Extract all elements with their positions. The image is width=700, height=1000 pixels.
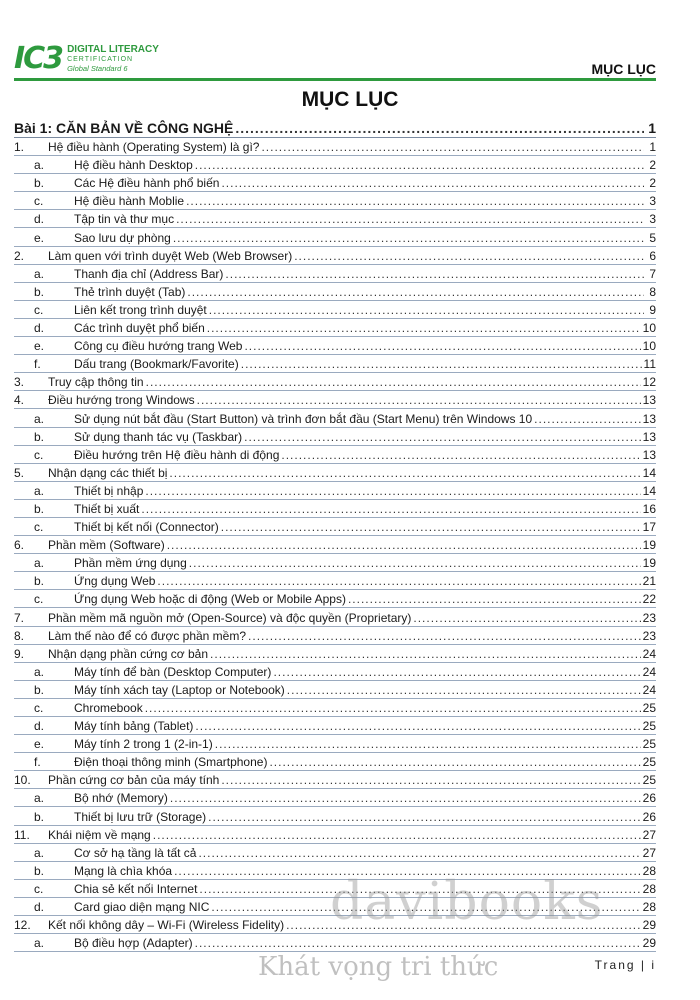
toc-page-number: 13 — [642, 393, 656, 408]
toc-leader-dots — [287, 683, 641, 698]
toc-number: f. — [34, 755, 41, 770]
toc-leader-dots — [157, 574, 640, 589]
toc-leader-dots — [145, 484, 640, 499]
toc-number: d. — [34, 321, 45, 336]
toc-title: Bài 1: CĂN BẢN VỀ CÔNG NGHỆ — [14, 120, 234, 136]
toc-leader-dots — [210, 647, 641, 662]
toc-leader-dots — [244, 430, 641, 445]
toc-title: Sử dụng nút bắt đầu (Start Button) và trình đơn bắt đầu (Start Menu) trên Windows 10 — [74, 411, 533, 426]
toc-row-section[interactable] — [14, 391, 656, 409]
toc-leader-dots — [244, 339, 640, 354]
toc-leader-dots — [176, 212, 644, 227]
toc-number: e. — [34, 737, 45, 752]
toc-title: Nhận dạng phần cứng cơ bản — [48, 646, 209, 661]
toc-number: b. — [34, 501, 45, 516]
toc-row-chapter[interactable] — [14, 117, 656, 138]
toc-title: Điều hướng trên Hệ điều hành di động — [74, 447, 280, 462]
toc-leader-dots — [195, 158, 644, 173]
toc-leader-dots — [207, 321, 641, 336]
toc-title: Ứng dụng Web — [74, 574, 156, 589]
toc-title: Máy tính để bàn (Desktop Computer) — [74, 664, 272, 679]
logo-text — [67, 45, 159, 73]
toc-page-number: 9 — [649, 302, 656, 317]
toc-row-sub[interactable] — [14, 337, 656, 355]
toc-row-sub[interactable] — [14, 554, 656, 572]
toc-row-section[interactable] — [14, 826, 656, 844]
toc-page-number: 12 — [642, 375, 656, 390]
toc-row-section[interactable] — [14, 608, 656, 626]
toc-row-sub[interactable] — [14, 156, 656, 174]
toc-number: c. — [34, 302, 44, 317]
toc-title: Thiết bị nhập — [74, 483, 144, 498]
toc-number: 11. — [14, 827, 30, 842]
toc-page-number: 29 — [642, 936, 656, 951]
toc-leader-dots — [198, 846, 640, 861]
toc-page-number: 25 — [642, 755, 656, 770]
toc-number: d. — [34, 212, 45, 227]
table-of-contents — [14, 117, 656, 952]
toc-row-sub[interactable] — [14, 735, 656, 753]
toc-row-sub[interactable] — [14, 663, 656, 681]
toc-number: c. — [34, 592, 44, 607]
page-number-footer: Trang | i — [594, 958, 656, 972]
toc-row-sub[interactable] — [14, 210, 656, 228]
toc-page-number: 25 — [642, 773, 656, 788]
toc-row-sub[interactable] — [14, 174, 656, 192]
toc-number: 12. — [14, 918, 31, 933]
toc-title: Máy tính xách tay (Laptop or Notebook) — [74, 682, 285, 697]
toc-number: 4. — [14, 393, 25, 408]
toc-leader-dots — [189, 556, 641, 571]
toc-number: b. — [34, 682, 45, 697]
toc-title: Các Hệ điều hành phổ biến — [74, 176, 220, 191]
toc-number: a. — [34, 411, 45, 426]
toc-title: Bộ nhớ (Memory) — [74, 791, 168, 806]
toc-number: d. — [34, 719, 45, 734]
toc-number: 2. — [14, 248, 25, 263]
toc-row-sub[interactable] — [14, 789, 656, 807]
toc-row-sub[interactable] — [14, 807, 656, 825]
toc-number: 3. — [14, 375, 25, 390]
toc-row-sub[interactable] — [14, 572, 656, 590]
toc-page-number: 10 — [642, 339, 656, 354]
toc-row-sub[interactable] — [14, 428, 656, 446]
toc-number: a. — [34, 936, 45, 951]
toc-title: Thiết bị xuất — [74, 501, 140, 516]
header-section-title: MỤC LỤC — [591, 61, 656, 77]
toc-number: a. — [34, 158, 45, 173]
toc-leader-dots — [169, 466, 640, 481]
toc-page-number: 11 — [643, 357, 656, 372]
toc-leader-dots — [248, 629, 641, 644]
toc-row-sub[interactable] — [14, 228, 656, 246]
toc-number: c. — [34, 447, 44, 462]
toc-leader-dots — [261, 140, 644, 155]
toc-leader-dots — [273, 665, 640, 680]
header-divider — [14, 78, 656, 81]
toc-page-number: 8 — [649, 284, 656, 299]
toc-number: d. — [34, 900, 45, 915]
toc-row-sub[interactable] — [14, 590, 656, 608]
toc-leader-dots — [197, 393, 641, 408]
logo-line-3: Global Standard 6 — [67, 64, 128, 73]
toc-row-section[interactable] — [14, 627, 656, 645]
toc-page-number: 28 — [642, 881, 656, 896]
toc-leader-dots — [146, 375, 641, 390]
toc-leader-dots — [221, 176, 644, 191]
toc-number: a. — [34, 266, 45, 281]
toc-row-section[interactable] — [14, 771, 656, 789]
toc-page-number: 10 — [642, 321, 656, 336]
toc-page-number: 21 — [642, 574, 656, 589]
toc-row-sub[interactable] — [14, 301, 656, 319]
toc-number: c. — [34, 520, 44, 535]
toc-title: Cơ sở hạ tầng là tất cả — [74, 845, 197, 860]
toc-title: Phần cứng cơ bản của máy tính — [48, 773, 220, 788]
toc-row-sub[interactable] — [14, 283, 656, 301]
toc-page-number: 26 — [642, 791, 656, 806]
watermark: davibooks — [330, 872, 604, 932]
toc-page-number: 16 — [642, 501, 656, 516]
toc-title: Nhận dạng các thiết bị — [48, 465, 168, 480]
toc-number: b. — [34, 574, 45, 589]
toc-title: Sao lưu dự phòng — [74, 230, 171, 245]
toc-page-number: 28 — [642, 863, 656, 878]
toc-leader-dots — [269, 755, 640, 770]
toc-leader-dots — [221, 773, 640, 788]
toc-leader-dots — [195, 936, 641, 951]
toc-number: 6. — [14, 538, 25, 553]
logo-line-2: CERTIFICATION — [67, 56, 134, 63]
toc-page-number: 25 — [642, 737, 656, 752]
toc-number: c. — [34, 701, 44, 715]
toc-row-sub[interactable] — [14, 699, 656, 717]
toc-page-number: 24 — [642, 664, 656, 679]
toc-row-sub[interactable] — [14, 500, 656, 518]
toc-page-number: 27 — [642, 827, 656, 842]
toc-leader-dots — [534, 412, 640, 427]
toc-number: b. — [34, 176, 45, 191]
toc-number: e. — [34, 230, 45, 245]
toc-page-number: 29 — [642, 918, 656, 933]
toc-number: b. — [34, 809, 45, 824]
toc-page-number: 17 — [642, 520, 656, 535]
toc-number: c. — [34, 194, 44, 209]
toc-number: b. — [34, 429, 45, 444]
toc-page-number: 13 — [642, 429, 656, 444]
toc-title: Dấu trang (Bookmark/Favorite) — [74, 357, 239, 372]
toc-row-sub[interactable] — [14, 409, 656, 427]
toc-number: f. — [34, 357, 41, 372]
toc-number: 7. — [14, 610, 25, 625]
toc-title: Máy tính bảng (Tablet) — [74, 719, 194, 734]
toc-row-section[interactable] — [14, 464, 656, 482]
toc-leader-dots — [187, 285, 644, 300]
toc-leader-dots — [348, 592, 641, 607]
toc-leader-dots — [225, 267, 644, 282]
toc-page-number: 25 — [642, 701, 656, 715]
toc-page-number: 19 — [642, 538, 656, 553]
toc-title: Làm quen với trình duyệt Web (Web Browser) — [48, 248, 293, 263]
toc-number: 8. — [14, 628, 25, 643]
toc-row-sub[interactable] — [14, 518, 656, 536]
toc-title: Các trình duyệt phổ biến — [74, 321, 205, 336]
toc-page-number: 19 — [642, 556, 656, 571]
toc-row-section[interactable] — [14, 373, 656, 391]
toc-title: Chromebook — [74, 701, 143, 715]
toc-title: Công cụ điều hướng trang Web — [74, 339, 243, 354]
toc-row-section[interactable] — [14, 138, 656, 156]
toc-number: a. — [34, 483, 45, 498]
toc-row-sub[interactable] — [14, 446, 656, 464]
toc-leader-dots — [235, 120, 644, 137]
toc-number: a. — [34, 664, 45, 679]
toc-number: e. — [34, 339, 45, 354]
logo-line-1: DIGITAL LITERACY — [67, 44, 159, 55]
toc-page-number: 25 — [642, 719, 656, 734]
toc-title: Khái niệm về mạng — [48, 827, 151, 842]
toc-page-number: 22 — [642, 592, 656, 607]
toc-title: Hệ điều hành Desktop — [74, 158, 193, 173]
toc-page-number: 5 — [649, 230, 656, 245]
ic3-logo — [14, 41, 159, 76]
toc-title: Mạng là chìa khóa — [74, 863, 173, 878]
toc-title: Kết nối không dây – Wi-Fi (Wireless Fidelity) — [48, 918, 285, 933]
toc-row-sub[interactable] — [14, 482, 656, 500]
toc-number: a. — [34, 845, 45, 860]
toc-row-sub[interactable] — [14, 265, 656, 283]
toc-leader-dots — [281, 448, 640, 463]
toc-title: Thiết bị lưu trữ (Storage) — [74, 809, 207, 824]
toc-leader-dots — [145, 701, 641, 716]
toc-page-number: 14 — [642, 483, 656, 498]
toc-title: Chia sẻ kết nối Internet — [74, 881, 198, 896]
toc-number: b. — [34, 863, 45, 878]
page-title: MỤC LỤC — [301, 88, 399, 111]
toc-page-number: 23 — [642, 628, 656, 643]
toc-title: Ứng dụng Web hoặc di động (Web or Mobile Apps) — [74, 592, 346, 607]
toc-title: Hệ điều hành Moblie — [74, 194, 185, 209]
logo-mark: IC3 — [14, 41, 63, 76]
toc-page-number: 3 — [649, 194, 656, 209]
toc-row-sub[interactable] — [14, 717, 656, 735]
toc-page-number: 7 — [649, 266, 656, 281]
toc-title: Bộ điều hợp (Adapter) — [74, 936, 193, 951]
toc-title: Làm thế nào để có được phần mềm? — [48, 628, 247, 643]
toc-title: Truy cập thông tin — [48, 375, 144, 390]
toc-row-section[interactable] — [14, 645, 656, 663]
toc-leader-dots — [413, 611, 640, 626]
toc-leader-dots — [141, 502, 640, 517]
toc-title: Điện thoại thông minh (Smartphone) — [74, 755, 268, 770]
toc-page-number: 2 — [649, 176, 656, 191]
toc-number: c. — [34, 881, 44, 896]
toc-page-number: 1 — [649, 140, 656, 155]
toc-row-sub[interactable] — [14, 934, 656, 952]
toc-title: Thiết bị kết nối (Connector) — [74, 520, 219, 535]
toc-page-number: 23 — [642, 610, 656, 625]
toc-row-section[interactable] — [14, 536, 656, 554]
toc-title: Phần mềm mã nguồn mở (Open-Source) và độc quyền (Proprietary) — [48, 610, 412, 625]
toc-leader-dots — [209, 303, 644, 318]
toc-page-number: 27 — [642, 845, 656, 860]
toc-title: Máy tính 2 trong 1 (2-in-1) — [74, 737, 213, 752]
watermark-tagline: Khát vọng tri thức — [258, 952, 499, 982]
toc-title: Điều hướng trong Windows — [48, 393, 195, 408]
toc-page-number: 3 — [649, 212, 656, 227]
toc-leader-dots — [167, 538, 641, 553]
toc-leader-dots — [241, 357, 642, 372]
toc-number: a. — [34, 556, 45, 571]
toc-title: Phần mềm (Software) — [48, 538, 165, 553]
toc-leader-dots — [208, 810, 641, 825]
toc-number: 10. — [14, 773, 31, 788]
toc-title: Hệ điều hành (Operating System) là gì? — [48, 140, 260, 155]
toc-page-number: 13 — [642, 411, 656, 426]
toc-number: b. — [34, 284, 45, 299]
toc-leader-dots — [215, 737, 641, 752]
toc-title: Thanh địa chỉ (Address Bar) — [74, 266, 224, 281]
toc-title: Tập tin và thư mục — [74, 212, 175, 227]
toc-title: Phần mềm ứng dụng — [74, 556, 187, 571]
toc-row-section[interactable] — [14, 247, 656, 265]
toc-leader-dots — [170, 791, 641, 806]
toc-title: Liên kết trong trình duyệt — [74, 302, 207, 317]
toc-page-number: 26 — [642, 809, 656, 824]
toc-row-sub[interactable] — [14, 192, 656, 210]
toc-title: Thẻ trình duyệt (Tab) — [74, 284, 186, 299]
toc-leader-dots — [186, 194, 644, 209]
toc-leader-dots — [195, 719, 640, 734]
toc-number: 5. — [14, 465, 25, 480]
toc-page-number: 2 — [649, 158, 656, 173]
toc-number: a. — [34, 791, 45, 806]
toc-row-sub[interactable] — [14, 753, 656, 771]
toc-number: 9. — [14, 646, 25, 661]
toc-page-number: 28 — [642, 900, 656, 915]
toc-leader-dots — [294, 249, 644, 264]
toc-row-sub[interactable] — [14, 844, 656, 862]
toc-row-sub[interactable] — [14, 681, 656, 699]
toc-leader-dots — [221, 520, 641, 535]
toc-row-sub[interactable] — [14, 355, 656, 373]
toc-leader-dots — [153, 828, 641, 843]
toc-page-number: 6 — [649, 248, 656, 263]
toc-page-number: 14 — [642, 465, 656, 480]
toc-page-number: 24 — [642, 646, 656, 661]
toc-row-sub[interactable] — [14, 319, 656, 337]
toc-page-number: 1 — [648, 120, 656, 136]
toc-page-number: 13 — [642, 447, 656, 462]
toc-page-number: 24 — [642, 682, 656, 697]
toc-number: 1. — [14, 140, 25, 155]
toc-title: Card giao diện mạng NIC — [74, 900, 210, 915]
toc-leader-dots — [173, 231, 644, 246]
toc-title: Sử dụng thanh tác vụ (Taskbar) — [74, 429, 243, 444]
